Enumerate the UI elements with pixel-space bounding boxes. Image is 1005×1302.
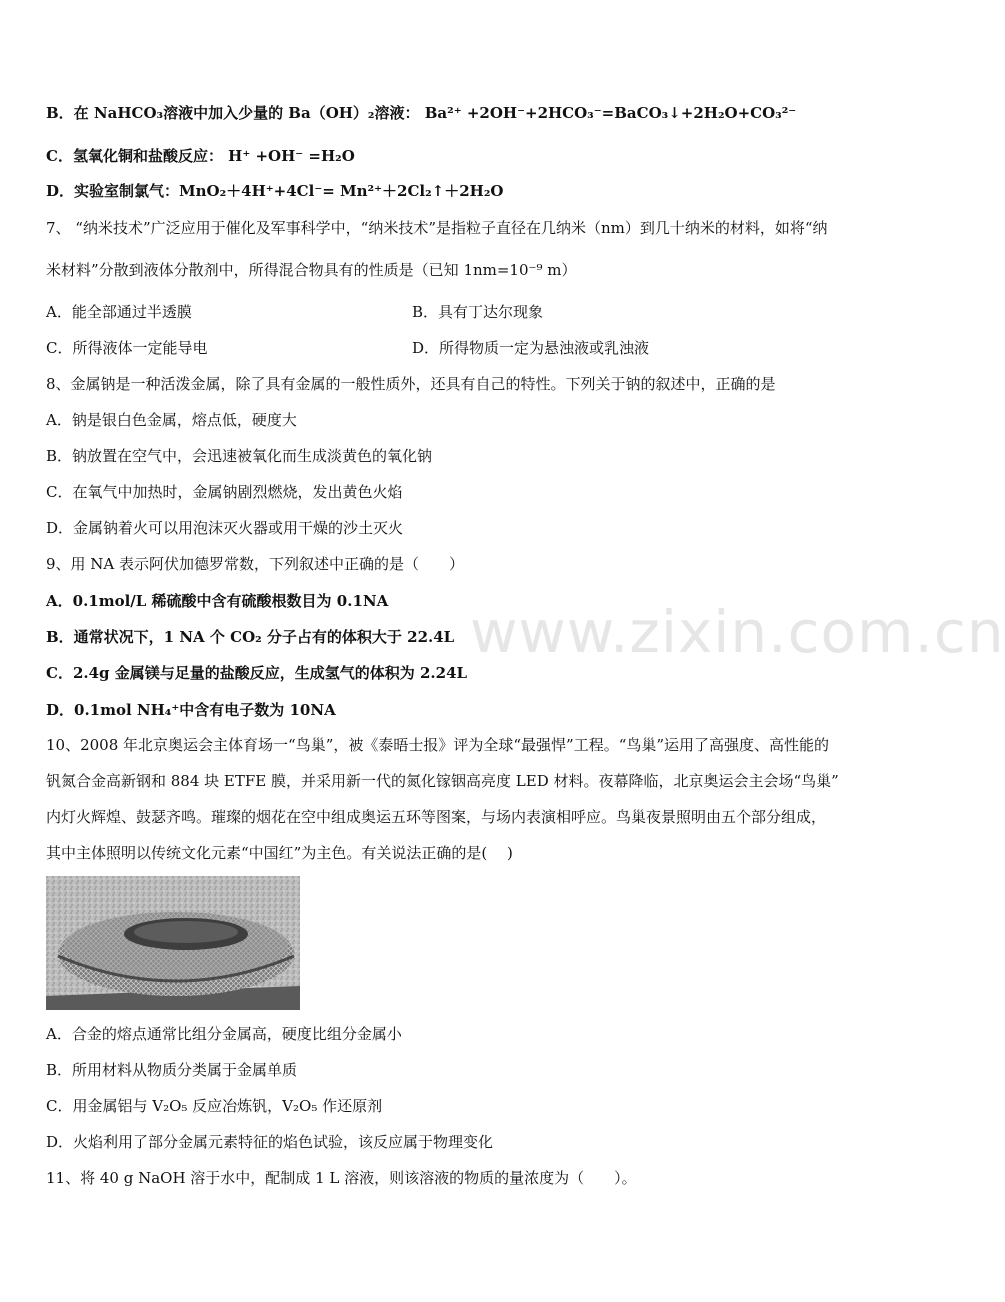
q7-stem-line1: 7、 “纳米技术”广泛应用于催化及军事科学中，“纳米技术”是指粒子直径在几纳米（nm）到几十纳米的材料，如将“纳 [46,219,828,237]
q9-option-b: B．通常状况下，1 NA 个 CO₂ 分子占有的体积大于 22.4L [46,628,455,646]
q8-option-c: C．在氧气中加热时，金属钠剧烈燃烧，发出黄色火焰 [46,483,403,501]
q6-option-b: B．在 NaHCO₃溶液中加入少量的 Ba（OH）₂溶液： Ba²⁺ +2OH⁻+2HCO₃⁻=BaCO₃↓+2H₂O+CO₃²⁻ [46,104,797,122]
q11-stem: 11、将 40 g NaOH 溶于水中，配制成 1 L 溶液，则该溶液的物质的量浓度为（ ）。 [46,1169,637,1187]
q7-option-a: A．能全部通过半透膜 [46,303,192,321]
birds-nest-stadium-photo [46,876,300,1010]
q10-stem-line1: 10、2008 年北京奥运会主体育场一“鸟巢”，被《泰晤士报》评为全球“最强悍”工程。“鸟巢”运用了高强度、高性能的 [46,736,830,754]
q6-option-c: C．氢氧化铜和盐酸反应： H⁺ +OH⁻ =H₂O [46,147,355,165]
q6-option-d: D．实验室制氯气：MnO₂＋4H⁺+4Cl⁻= Mn²⁺＋2Cl₂↑＋2H₂O [46,182,504,200]
q8-option-b: B．钠放置在空气中，会迅速被氧化而生成淡黄色的氧化钠 [46,447,433,465]
q7-option-b: B．具有丁达尔现象 [412,303,544,321]
q7-options-row2 [46,338,650,358]
q10-option-c: C．用金属铝与 V₂O₅ 反应冶炼钒，V₂O₅ 作还原剂 [46,1097,383,1115]
watermark: www.zixin.com.cn [470,598,1005,666]
q10-option-d: D．火焰利用了部分金属元素特征的焰色试验，该反应属于物理变化 [46,1133,494,1151]
q8-stem: 8、金属钠是一种活泼金属，除了具有金属的一般性质外，还具有自己的特性。下列关于钠的叙述中，正确的是 [46,375,776,393]
q8-option-a: A．钠是银白色金属，熔点低，硬度大 [46,411,297,429]
q10-stem-line4: 其中主体照明以传统文化元素“中国红”为主色。有关说法正确的是( ) [46,844,513,862]
q10-stem-line2: 钒氮合金高新钢和 884 块 ETFE 膜，并采用新一代的氮化镓铟高亮度 LED 材料。夜幕降临，北京奥运会主会场“鸟巢” [46,772,839,790]
q9-option-a: A．0.1mol/L 稀硫酸中含有硫酸根数目为 0.1NA [46,592,389,610]
q10-stem-line3: 内灯火辉煌、鼓瑟齐鸣。璀璨的烟花在空中组成奥运五环等图案，与场内表演相呼应。鸟巢夜景照明由五个部分组成， [46,808,827,826]
q7-option-d: D．所得物质一定为悬浊液或乳浊液 [412,339,650,357]
q7-option-c: C．所得液体一定能导电 [46,339,208,357]
q9-stem: 9、用 NA 表示阿伏加德罗常数，下列叙述中正确的是（ ） [46,555,465,573]
q9-option-c: C．2.4g 金属镁与足量的盐酸反应，生成氢气的体积为 2.24L [46,664,468,682]
q7-options-row1 [46,302,544,322]
q9-option-d: D．0.1mol NH₄⁺中含有电子数为 10NA [46,701,336,719]
q10-option-a: A．合金的熔点通常比组分金属高，硬度比组分金属小 [46,1025,402,1043]
q7-stem-line2: 米材料”分散到液体分散剂中，所得混合物具有的性质是（已知 1nm=10⁻⁹ m） [46,261,577,279]
q10-option-b: B．所用材料从物质分类属于金属单质 [46,1061,298,1079]
q8-option-d: D．金属钠着火可以用泡沫灭火器或用干燥的沙土灭火 [46,519,404,537]
